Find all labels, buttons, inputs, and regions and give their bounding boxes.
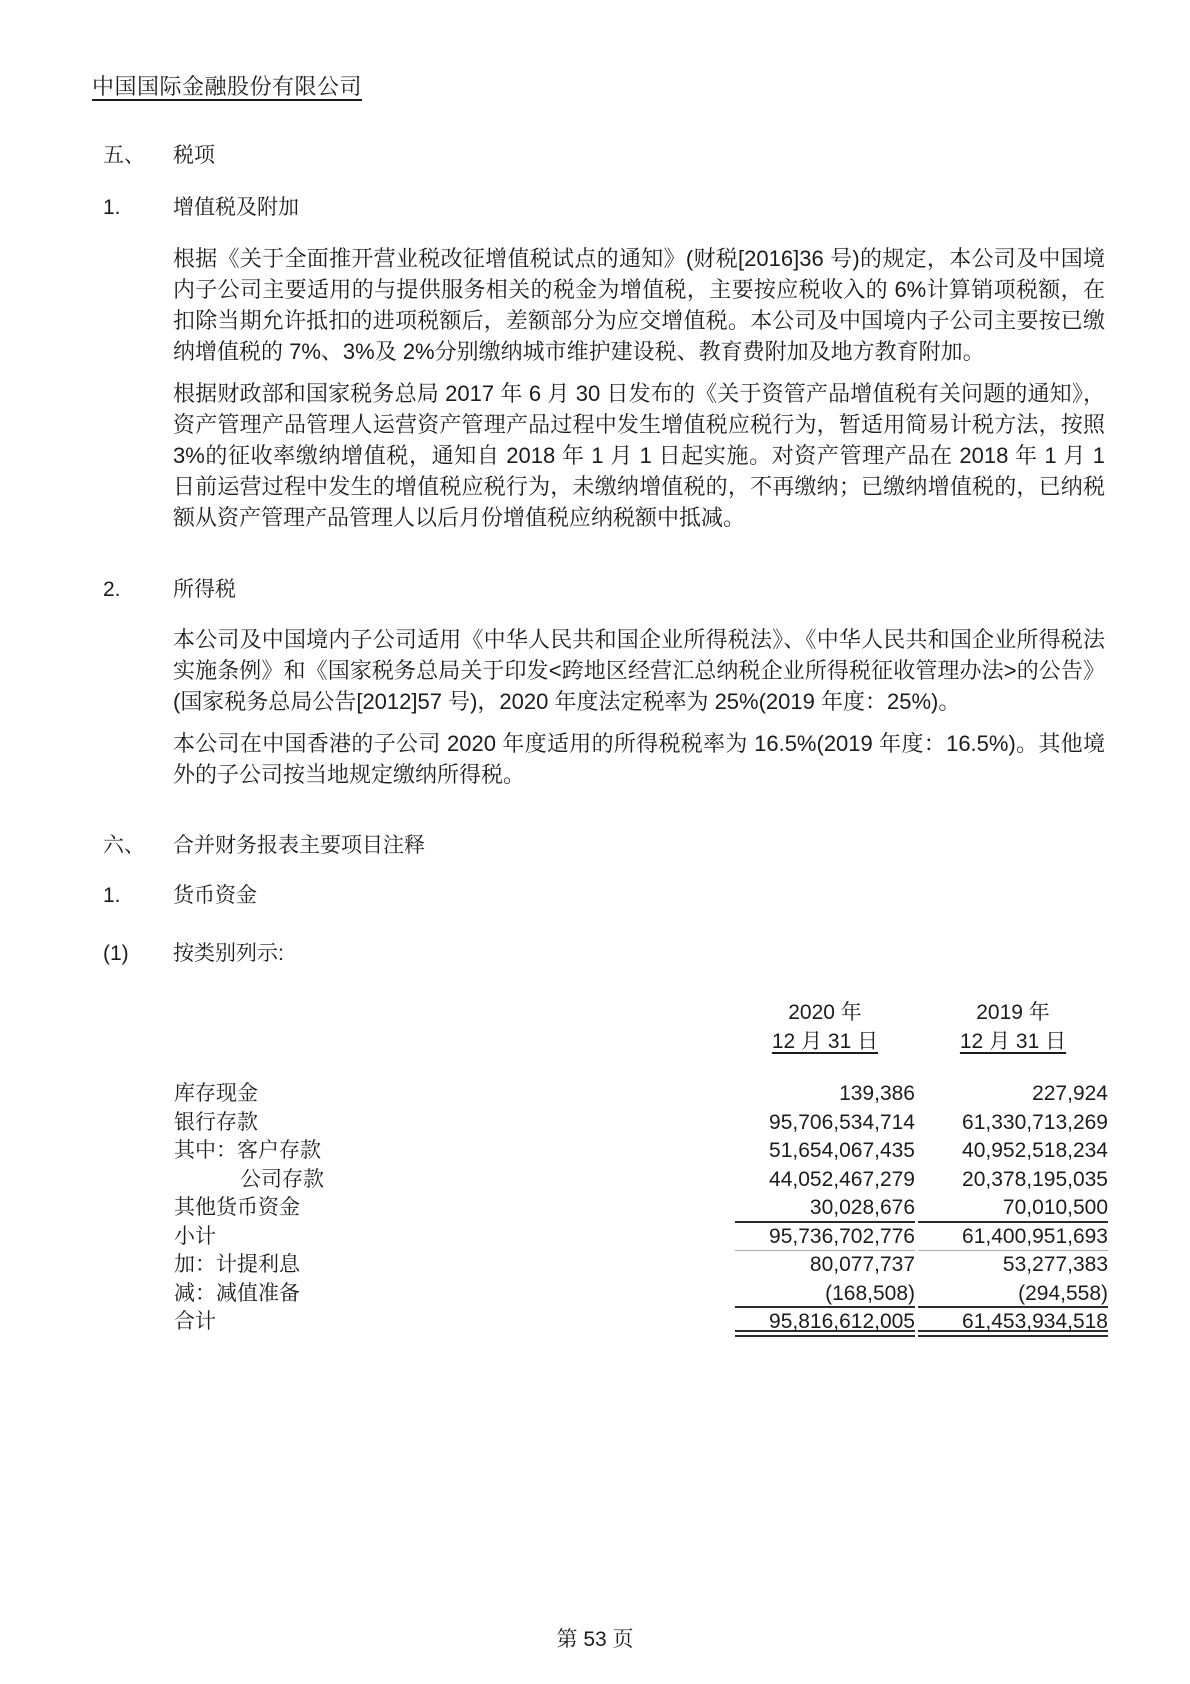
section-number: 五、	[103, 144, 145, 167]
row-value-2020: 139,386	[839, 1082, 915, 1105]
table-row	[174, 1223, 1108, 1252]
row-value-2019: 40,952,518,234	[962, 1139, 1108, 1162]
row-value-2019: 53,277,383	[1002, 1253, 1108, 1276]
table-row	[174, 1280, 1108, 1309]
row-label: 其中：客户存款	[174, 1139, 321, 1162]
row-value-2019: 61,400,951,693	[918, 1223, 1108, 1252]
row-value-2020: 80,077,737	[809, 1253, 915, 1276]
row-value-2019: 61,330,713,269	[962, 1110, 1108, 1134]
row-value-2019: (294,558)	[918, 1280, 1108, 1309]
column-date: 12 月 31 日	[771, 1030, 879, 1053]
row-label: 小计	[174, 1224, 216, 1248]
row-value-2020: 44,052,467,279	[769, 1167, 915, 1191]
row-label: 合计	[174, 1310, 216, 1333]
section-number: 1.	[103, 884, 121, 907]
subsection-income-tax-heading	[103, 579, 236, 601]
row-value-2019: 70,010,500	[918, 1194, 1108, 1223]
paragraph-income-tax-2: 本公司在中国香港的子公司 2020 年度适用的所得税税率为 16.5%(2019 年度：16.5%)。其他境外的子公司按当地规定缴纳所得税。	[173, 731, 1105, 787]
section-number: 1.	[103, 196, 121, 219]
cash-table-header	[174, 998, 1108, 1056]
row-value-2019: 20,378,195,035	[962, 1167, 1108, 1191]
column-header-2019	[918, 998, 1108, 1056]
section-title: 税项	[173, 144, 215, 167]
table-row	[174, 1137, 1108, 1166]
section-title: 合并财务报表主要项目注释	[173, 834, 425, 857]
table-row	[174, 1109, 1108, 1138]
column-header-2020	[735, 998, 915, 1056]
table-row	[174, 1194, 1108, 1223]
row-label: 加：计提利息	[174, 1253, 300, 1276]
paragraph-income-tax-1: 本公司及中国境内子公司适用《中华人民共和国企业所得税法》、《中华人民共和国企业所得税法实施条例》和《国家税务总局关于印发<跨地区经营汇总纳税企业所得税征收管理办法>的公告》(国家税务总局公告[2012]57 号)，2020 年度法定税率为 25%(2019 年度：25%)。	[173, 627, 1105, 714]
paragraph-vat-1: 根据《关于全面推开营业税改征增值税试点的通知》(财税[2016]36 号)的规定，本公司及中国境内子公司主要适用的与提供服务相关的税金为增值税，主要按应税收入的 6%计算销项税额，在扣除当期允许抵扣的进项税额后，差额部分为应交增值税。本公司及中国境内子公司主要按已缴纳增值税的 7%、3%及 2%分别缴纳城市维护建设税、教育费附加及地方教育附加。	[173, 246, 1105, 364]
column-date: 12 月 31 日	[959, 1030, 1067, 1053]
section-title: 增值税及附加	[173, 196, 299, 219]
section-tax-heading	[103, 145, 215, 167]
row-label: 其他货币资金	[174, 1196, 300, 1219]
subsection-vat-heading	[103, 197, 299, 219]
section-title: 所得税	[173, 578, 236, 601]
row-value-2020: 30,028,676	[735, 1194, 915, 1223]
table-rows	[174, 1080, 1108, 1337]
row-value-2020: (168,508)	[735, 1280, 915, 1309]
header-spacer	[174, 998, 735, 1056]
row-value-2020: 95,736,702,776	[735, 1223, 915, 1252]
subsection-by-category-heading	[103, 943, 284, 965]
table-row	[174, 1166, 1108, 1195]
row-label: 银行存款	[174, 1110, 258, 1134]
table-row	[174, 1308, 1108, 1337]
section-number: (1)	[103, 942, 129, 965]
page-number: 第 53 页	[556, 1628, 634, 1651]
section-number: 2.	[103, 578, 121, 601]
table-row	[174, 1080, 1108, 1109]
row-value-2019: 227,924	[1032, 1082, 1108, 1105]
paragraph-vat-2: 根据财政部和国家税务总局 2017 年 6 月 30 日发布的《关于资管产品增值税有关问题的通知》，资产管理产品管理人运营资产管理产品过程中发生增值税应税行为，暂适用简易计税方法，按照 3%的征收率缴纳增值税，通知自 2018 年 1 月 1 日起实施。对资产管理产品在 2018 年 1 月 1 日前运营过程中发生的增值税应税行为，未缴纳增值税的，不再缴纳；已缴纳增值税的，已纳税额从资产管理产品管理人以后月份增值税应纳税额中抵减。	[173, 381, 1105, 530]
row-label: 库存现金	[174, 1082, 258, 1105]
company-name: 中国国际金融股份有限公司	[92, 74, 363, 99]
row-value-2020: 51,654,067,435	[769, 1139, 915, 1162]
section-title: 货币资金	[173, 884, 257, 907]
column-year: 2019 年	[976, 1001, 1050, 1024]
row-value-2019: 61,453,934,518	[918, 1308, 1108, 1337]
column-year: 2020 年	[788, 1001, 862, 1024]
row-label: 公司存款	[240, 1167, 324, 1191]
row-label: 减：减值准备	[174, 1281, 300, 1305]
table-row	[174, 1251, 1108, 1280]
row-value-2020: 95,706,534,714	[769, 1110, 915, 1134]
section-notes-heading	[103, 835, 425, 857]
section-title: 按类别列示:	[173, 942, 284, 965]
row-value-2020: 95,816,612,005	[735, 1308, 915, 1337]
subsection-cash-heading	[103, 885, 257, 907]
section-number: 六、	[103, 834, 145, 857]
cash-table	[174, 998, 1108, 1337]
